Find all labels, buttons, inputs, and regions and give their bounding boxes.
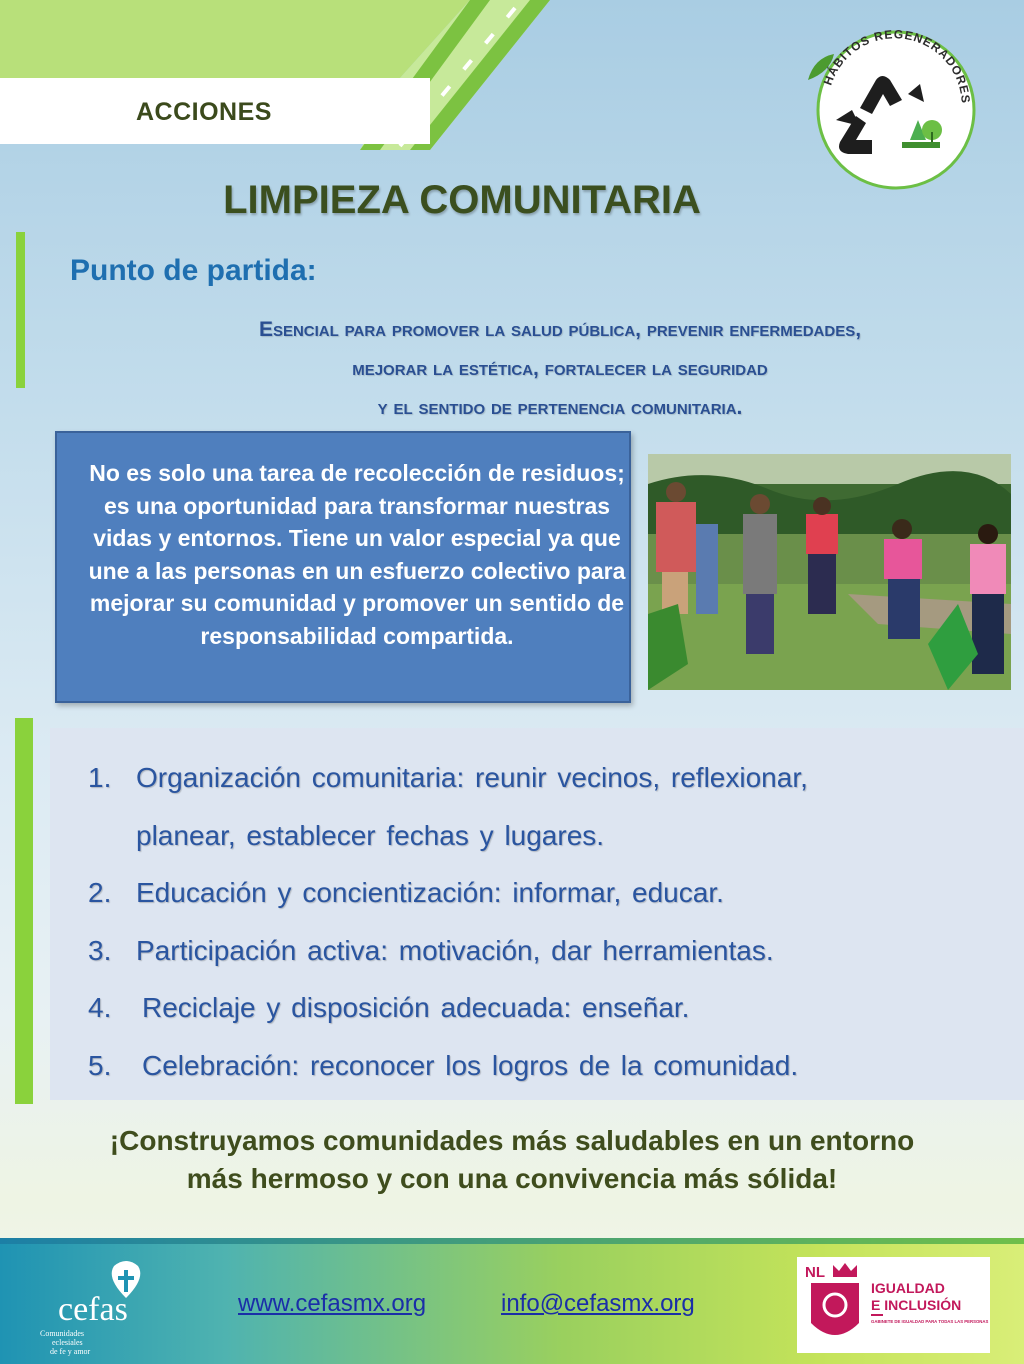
partner-line2: E INCLUSIÓN <box>871 1297 962 1313</box>
community-cleanup-photo <box>648 454 1011 690</box>
accent-bar <box>15 718 33 1104</box>
step-text: Celebración: reconocer los logros de la comunidad. <box>142 1050 799 1081</box>
svg-text:Comunidades: Comunidades <box>40 1329 84 1338</box>
step-number: 1. <box>88 762 112 793</box>
email-link[interactable]: info@cefasmx.org <box>501 1290 695 1317</box>
svg-text:de fe y amor: de fe y amor <box>50 1347 91 1356</box>
closing-line: ¡Construyamos comunidades más saludables en un entorno <box>109 1125 915 1156</box>
website-link[interactable]: www.cefasmx.org <box>238 1290 427 1317</box>
cefas-logo <box>30 1258 170 1358</box>
partner-badge: NL <box>805 1264 825 1281</box>
step-text: Educación y concientización: informar, educar. <box>136 877 724 908</box>
step-text: Participación activa: motivación, dar herramientas. <box>136 935 774 966</box>
page-title: LIMPIEZA COMUNITARIA <box>223 178 701 222</box>
footer-divider <box>0 1238 1024 1244</box>
step-text: Reciclaje y disposición adecuada: enseñar. <box>142 992 690 1023</box>
starting-point-label: Punto de partida: <box>70 254 317 287</box>
closing-line: más hermoso y con una convivencia más sólida! <box>186 1163 838 1194</box>
step-text: Organización comunitaria: reunir vecinos, reflexionar, <box>136 762 808 793</box>
svg-text:eclesiales: eclesiales <box>52 1338 83 1347</box>
step-number: 5. <box>88 1050 112 1081</box>
step-number: 3. <box>88 935 112 966</box>
step-number: 2. <box>88 877 112 908</box>
closing-message <box>0 1122 1024 1198</box>
intro-line: y el sentido de pertenencia comunitaria. <box>377 396 743 419</box>
step-text: planear, establecer fechas y lugares. <box>136 820 605 851</box>
partner-tagline: GABINETE DE IGUALDAD PARA TODAS LAS PERSONAS <box>871 1319 989 1324</box>
logo-text: HÁBITOS REGENERADORES <box>820 27 973 105</box>
intro-line: Esencial para promover la salud pública, prevenir enfermedades, <box>258 318 862 341</box>
recycle-logo <box>800 20 982 190</box>
description-box <box>55 431 631 703</box>
intro-line: mejorar la estética, fortalecer la seguridad <box>352 357 768 380</box>
section-label: ACCIONES <box>136 98 272 126</box>
starting-point-text <box>110 310 1010 427</box>
accent-bar <box>16 232 25 388</box>
step-number: 4. <box>88 992 112 1023</box>
igualdad-inclusion-logo <box>797 1257 990 1353</box>
description-text: No es solo una tarea de recolección de residuos; es una oportunidad para transformar nuestras vidas y entornos. Tiene un valor especial ya que une a las personas en un esfuerzo colectivo para mejorar su comunidad y promover un sentido de responsabilidad compartida. <box>88 460 626 649</box>
section-header <box>0 78 430 144</box>
cefas-wordmark: cefas <box>58 1291 128 1328</box>
partner-line1: IGUALDAD <box>871 1280 945 1296</box>
